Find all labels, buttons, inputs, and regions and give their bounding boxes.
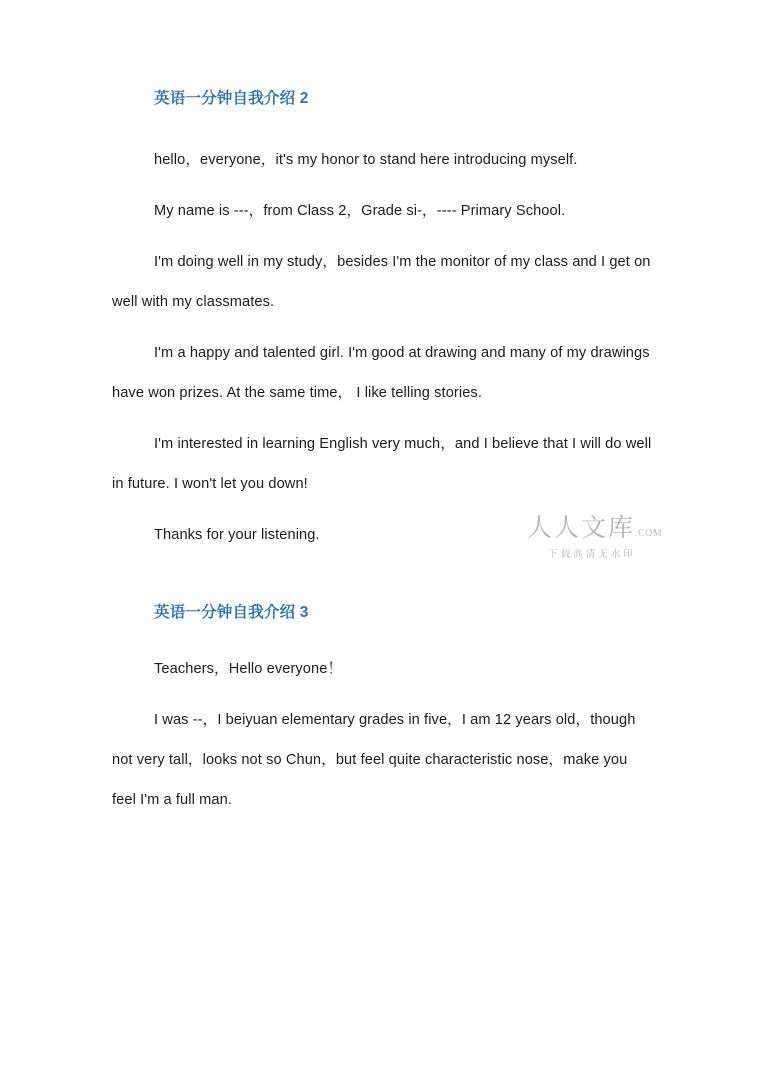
paragraph-teachers-greeting: Teachers，Hello everyone！ xyxy=(154,661,343,678)
paragraph-english: I'm interested in learning English very much，and I believe that I will do well in future. I won't let you down! xyxy=(112,435,652,492)
paragraph-self-description: I was --，I beiyuan elementary grades in five，I am 12 years old，though not very tall，looks not so Chun，but feel quite characteristic nose，make you feel I'm a full man. xyxy=(112,712,636,809)
paragraph-talents: I'm a happy and talented girl. I'm good at drawing and many of my drawings have won prizes. At the same time， I like telling stories. xyxy=(112,344,650,401)
paragraph-study: I'm doing well in my study，besides I'm the monitor of my class and I get on well with my classmates. xyxy=(112,253,651,310)
paragraph-name: My name is ---，from Class 2，Grade si-，---- Primary School. xyxy=(154,202,566,219)
section-heading-3: 英语一分钟自我介绍 3 xyxy=(154,603,309,621)
paragraph-greeting: hello，everyone，it's my honor to stand here introducing myself. xyxy=(154,151,578,168)
watermark-brand: 人人文库 xyxy=(527,515,636,542)
section-heading-2: 英语一分钟自我介绍 2 xyxy=(154,90,309,107)
watermark-domain-suffix: .COM xyxy=(635,528,663,539)
watermark-subtitle: 下载高清无水印 xyxy=(548,549,636,560)
paragraph-thanks: Thanks for your listening. xyxy=(154,526,320,543)
